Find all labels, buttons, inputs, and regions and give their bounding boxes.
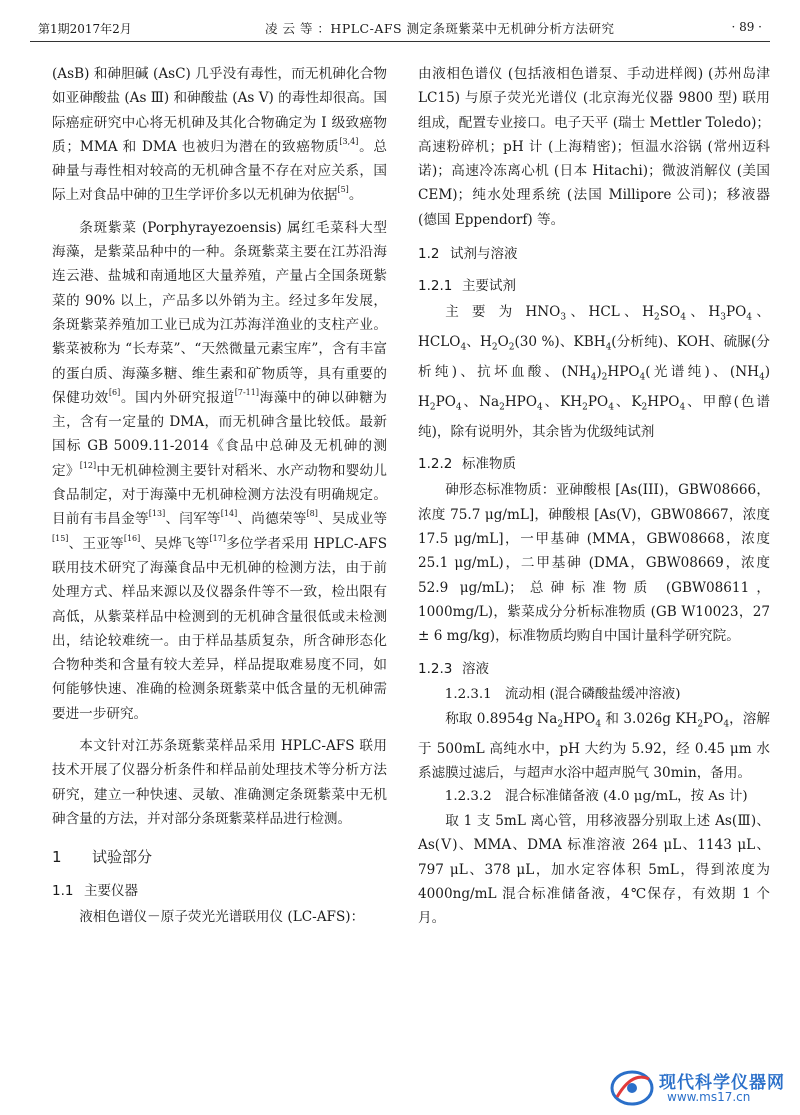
- citation: [5]: [337, 185, 349, 195]
- watermark-logo-icon: [609, 1067, 655, 1107]
- paragraph-mobile-phase: 称取 0.8954g $Na_2HPO_4$ 和 3.026g $KH_2PO_4$，溶解于 500mL 高纯水中，pH 大约为 5.92，经 0.45 μm 水系滤膜过滤后，与超声水浴中超声脱气 30min，备用。: [418, 710, 770, 781]
- watermark-url: www.ms17.cn: [667, 1090, 751, 1104]
- issue-date: 第1期2017年2月: [38, 22, 132, 36]
- paragraph-objective: 本文针对江苏条斑紫菜样品采用 HPLC-AFS 联用技术开展了仪器分析条件和样品前处理技术等分析方法研究，建立一种快速、灵敏、准确测定条斑紫菜中无机砷含量的方法，并对部分条斑紫菜样品进行检测。: [52, 738, 387, 827]
- subsection-heading: 1.1 主要仪器: [52, 883, 138, 900]
- site-watermark: [609, 1065, 794, 1109]
- paragraph-reagents: 主 要 为 $HNO_3$、HCL、$H_2SO_4$、$H_3PO_4$、$HCLO_4$、$H_2O_2(30$ %)、$KBH_4$(分析纯)、KOH、硫脲(分析纯)、抗坏血酸、$(NH_4)_2HPO_4$(光谱纯)、$(NH_4)$ $H_2PO_4$、$Na_2HPO_4$、$KH_2PO_4$、$K_2HPO_4$、甲醇(色谱纯)，除有说明外，其余皆为优级纯试剂: [418, 304, 771, 441]
- citation: [12]: [79, 460, 97, 470]
- running-header: [30, 16, 770, 42]
- page-number: · 89 ·: [731, 20, 762, 34]
- section-heading: 1 试验部分: [52, 848, 153, 867]
- running-title: 凌 云 等 ：HPLC-AFS 测定条斑紫菜中无机砷分析方法研究: [265, 21, 615, 36]
- paragraph-stock-solution: 取 1 支 5mL 离心管，用移液器分别取上述 As(Ⅲ)、As(Ⅴ)、MMA、DMA 标准溶液 264 μL、1143 μL、797 μL、378 μL，加水定容体积 5mL，得到浓度为 4000ng/mL 混合标准储备液，4℃保存，有效期 1 个月。: [418, 813, 770, 927]
- paragraph-instruments: 由液相色谱仪 (包括液相色谱泵、手动进样阀) (苏州岛津 LC15) 与原子荧光光谱仪 (北京海光仪器 9800 型) 联用组成，配置专业接口。电子天平 (瑞士 Mettler Toledo)；高速粉碎机；pH 计 (上海精密)；恒温水浴锅 (常州迈科诺)；高速冷冻离心机 (日本 Hitachi)；微波消解仪 (美国 CEM)；纯水处理系统 (法国 Millipore 公司)；移液器 (德国 Eppendorf) 等。: [418, 66, 770, 228]
- citation: [14]: [220, 509, 238, 519]
- citation: [7-11]: [234, 387, 259, 397]
- subsubsection-heading: 1.2.2 标准物质: [418, 456, 516, 473]
- citation: [15]: [52, 533, 69, 543]
- citation: [8]: [306, 509, 318, 519]
- solution-heading-stock: 1.2.3.2 混合标准储备液 (4.0 μg/mL，按 As 计): [444, 789, 748, 805]
- citation: [13]: [148, 509, 166, 519]
- paragraph-standards: 砷形态标准物质：亚砷酸根 [As(III)，GBW08666，浓度 75.7 μg/mL]，砷酸根 [As(V)，GBW08667，浓度 17.5 μg/mL]，一甲基砷 (MMA，GBW08668，浓度 25.1 μg/mL)，二甲基砷 (DMA，GBW08669，浓度 52.9 μg/mL)；总砷标准物质 (GBW08611，1000mg/L)，紫菜成分分析标准物质 (GB W10023，27 ± 6 mg/kg)，标准物质均购自中国计量科学研究院。: [418, 482, 770, 645]
- subsubsection-heading: 1.2.1 主要试剂: [418, 278, 516, 295]
- paragraph-toxicity: (AsB) 和砷胆碱 (AsC) 几乎没有毒性，而无机砷化合物如亚砷酸盐 (As Ⅲ) 和砷酸盐 (As Ⅴ) 的毒性却很高。国际癌症研究中心将无机砷及其化合物确定为 Ⅰ 级致癌物质；MMA 和 DMA 也被归为潜在的致癌物质[3,4]。总砷量与毒性相对较高的无机砷含量不存在对应关系，国际上对食品中砷的卫生学评价多以无机砷为依据[5]。: [52, 66, 387, 204]
- citation: [16]: [123, 533, 141, 543]
- subsection-heading: 1.2 试剂与溶液: [418, 246, 518, 263]
- solution-heading-mobile-phase: 1.2.3.1 流动相 (混合磷酸盐缓冲溶液): [444, 686, 681, 702]
- right-column: [418, 62, 770, 931]
- watermark-title: 现代科学仪器网: [659, 1073, 785, 1093]
- left-column: [52, 62, 387, 930]
- citation: [3,4]: [339, 136, 359, 146]
- subsubsection-heading: 1.2.3 溶液: [418, 660, 489, 677]
- citation: [17]: [209, 533, 226, 543]
- paragraph-instruments-start: 液相色谱仪－原子荧光光谱联用仪 (LC-AFS)：: [79, 909, 365, 926]
- citation: [6]: [108, 387, 121, 397]
- paragraph-laver-background: 条斑紫菜 (Porphyrayezoensis) 属红毛菜科大型海藻，是紫菜品种中的一种。条斑紫菜主要在江苏沿海连云港、盐城和南通地区大量养殖，产量占全国条斑紫菜的 90% 以上，产品多以外销为主。经过多年发展，条斑紫菜养殖加工业已成为江苏海洋渔业的支柱产业。紫菜被称为 “长寿菜”、“天然微量元素宝库”，含有丰富的蛋白质、海藻多糖、维生素和矿物质等，具有重要的保健功效[6]。国内外研究报道[7-11]海藻中的砷以砷糖为主，含有一定量的 DMA，而无机砷含量比较低。最新国标 GB 5009.11-2014《食品中总砷及无机砷的测定》[12]中无机砷检测主要针对稻米、水产动物和婴幼儿食品制定，对于海藻中无机砷检测方法没有明确规定。目前有韦昌金等[13]、闫军等[14]、尚德荣等[8]、吴成业等[15]、王亚等[16]、吴烨飞等[17]多位学者采用 HPLC-AFS 联用技术研究了海藻食品中无机砷的检测方法，由于前处理方式、样品来源以及仪器条件等不一致，检出限有高低，从紫菜样品中检测到的无机砷含量很低或未检测出，结论较难统一。由于样品基质复杂，所含砷形态化合物种类和含量有较大差异，样品提取难易度不同，如何能够快速、准确的检测条斑紫菜中低含量的无机砷需要进一步研究。: [52, 219, 388, 722]
